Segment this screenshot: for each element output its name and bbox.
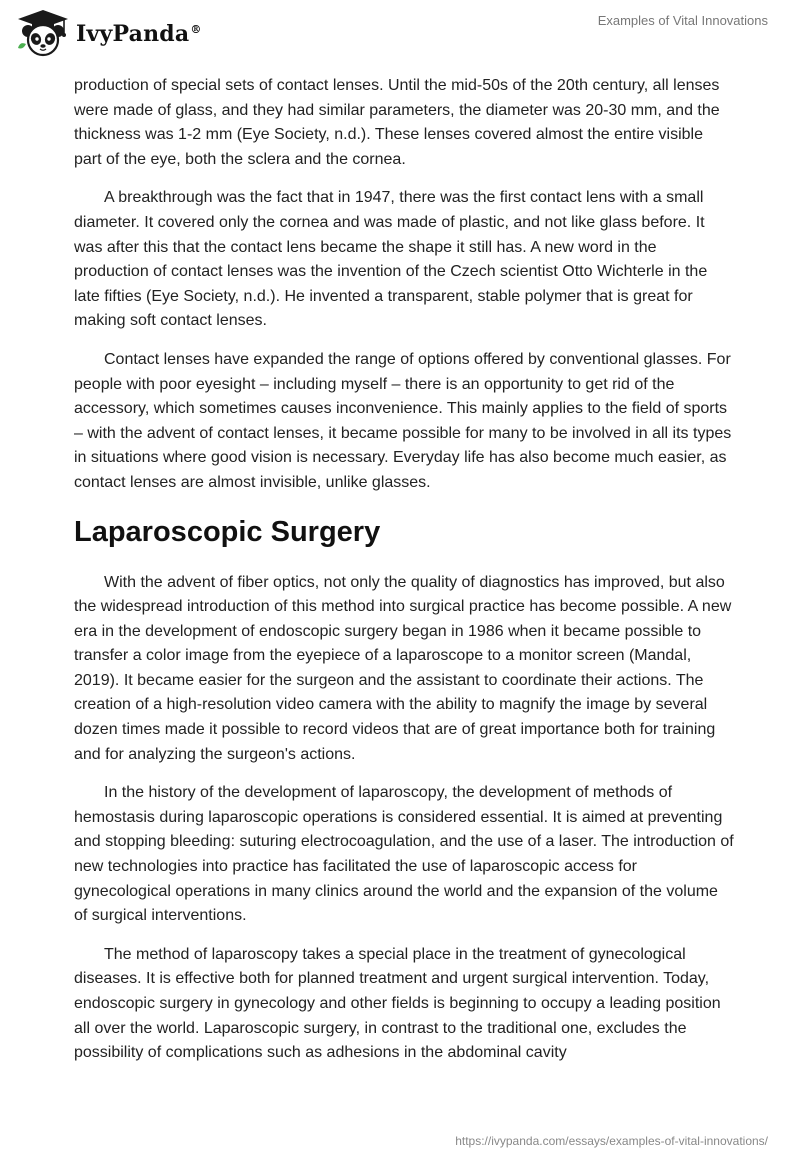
document-title: Examples of Vital Innovations: [597, 13, 768, 28]
footer-url[interactable]: https://ivypanda.com/essays/examples-of-vital-innovations/: [455, 1134, 768, 1148]
section-heading: Laparoscopic Surgery: [74, 515, 381, 548]
paragraph-hemostasis: In the history of the development of laparoscopy, the development of methods of hemostasis during laparoscopic operations is considered essential. It is aimed at preventing and stopping bleeding: suturing electrocoagulation, and the use of a laser. The introduction of new technologies into practice has facilitated the use of laparoscopic access for gynecological operations in many clinics around the world and the expansion of the volume of surgical interventions.: [74, 784, 734, 925]
paragraph-fiber-optics: With the advent of fiber optics, not only the quality of diagnostics has improved, but also the widespread introduction of this method into surgical practice has become possible. A new era in the development of endoscopic surgery began in 1986 when it became possible to transfer a color image from the eyepiece of a laparoscope to a monitor screen (Mandal, 2019). It became easier for the surgeon and the assistant to coordinate their actions. The creation of a high-resolution video camera with the ability to magnify the image by several dozen times made it possible to record videos that are of great importance both for training and for analyzing the surgeon's actions.: [74, 573, 732, 763]
registered-mark: ®: [190, 22, 202, 36]
panda-graduate-icon: [14, 8, 72, 58]
brand-logo[interactable]: [14, 8, 202, 58]
paragraph-contact-lens-breakthrough: A breakthrough was the fact that in 1947, there was the first contact lens with a small diameter. It covered only the cornea and was made of plastic, and not like glass before. It was after this that the contact lens became the shape it still has. A new word in the production of contact lenses was the invention of the Czech scientist Otto Wichterle in the late fifties (Eye Society, n.d.). He invented a transparent, stable polymer that is great for making soft contact lenses.: [74, 189, 708, 330]
essay-body: [74, 74, 734, 1080]
page-header: [0, 0, 800, 66]
brand-name: IvyPanda®: [76, 21, 202, 47]
paragraph-contact-lens-benefits: Contact lenses have expanded the range of options offered by conventional glasses. For people with poor eyesight – including myself – there is an opportunity to get rid of the accessory, which sometimes causes inconvenience. This mainly applies to the field of sports – with the advent of contact lenses, it became possible for many to be involved in all its types in situations where good vision is necessary. Everyday life has also become much easier, as contact lenses are almost invisible, unlike glasses.: [74, 350, 732, 491]
paragraph-contact-lens-history: production of special sets of contact lenses. Until the mid-50s of the 20th century, all lenses were made of glass, and they had similar parameters, the diameter was 20-30 mm, and the thickness was 1-2 mm (Eye Society, n.d.). These lenses covered almost the entire visible part of the eye, both the sclera and the cornea.: [74, 77, 720, 168]
paragraph-gynecology: The method of laparoscopy takes a special place in the treatment of gynecological diseases. It is effective both for planned treatment and urgent surgical intervention. Today, endoscopic surgery in gynecology and other fields is beginning to occupy a leading position all over the world. Laparoscopic surgery, in contrast to the traditional one, excludes the possibility of complications such as adhesions in the abdominal cavity: [74, 945, 721, 1062]
